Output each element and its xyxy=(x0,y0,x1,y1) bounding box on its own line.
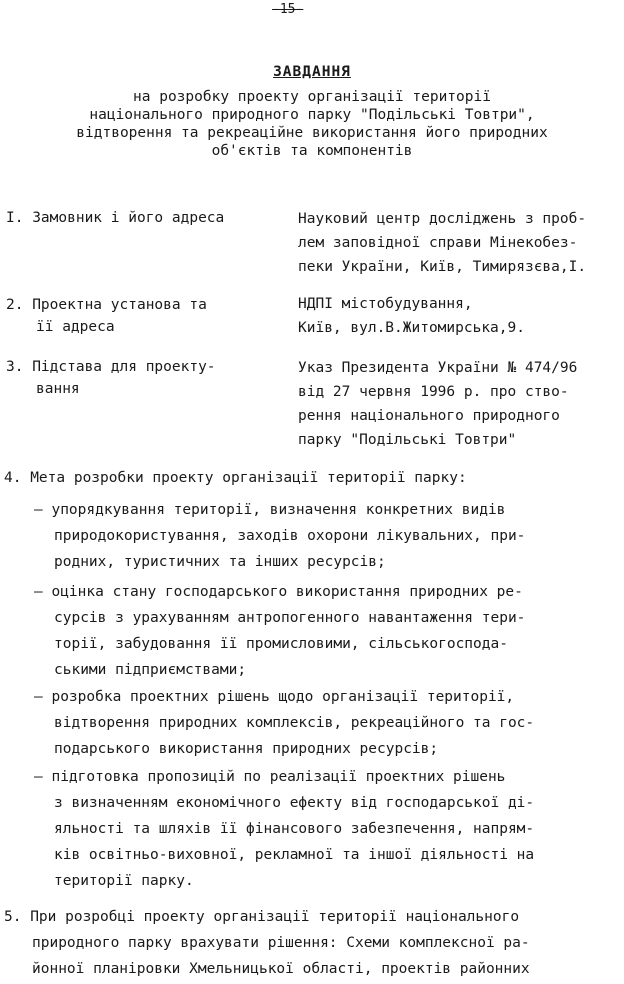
subtitle-line: національного природного парку "Подільські Товтри", xyxy=(89,107,535,123)
item-value-line: парку "Подільські Товтри" xyxy=(298,432,517,448)
bullet-line: торії, забудовання її промисловими, сільськогоспода- xyxy=(54,636,508,652)
item-2-value xyxy=(298,292,525,340)
bullet-line: відтворення природних комплексів, рекреаційного та гос- xyxy=(54,715,535,731)
item-value-line: від 27 червня 1996 р. про ство- xyxy=(298,384,569,400)
bullet-line: ків освітньо-виховної, рекламної та іншої діяльності на xyxy=(54,847,535,863)
item-label-line: Підстава для проекту- xyxy=(32,359,216,375)
subtitle-line: відтворення та рекреаційне використання його природних xyxy=(76,125,548,141)
item-number: 3. xyxy=(6,359,24,375)
subtitle-line: об'єктів та компонентів xyxy=(211,143,413,159)
item-3-label xyxy=(6,356,216,400)
item-value-line: рення національного природного xyxy=(298,408,560,424)
section-4-bullet: – оцінка стану господарського використання природних ре- сурсів з урахуванням антропогенного навантаження тери- торії, забудовання її промисловими, сільськогоспода- ськими підприємствами; xyxy=(34,579,525,683)
bullet-line: природокористування, заходів охорони лікувальних, при- xyxy=(54,528,526,544)
page-number: -15- xyxy=(272,2,304,17)
section-4-bullet: – упорядкування території, визначення конкретних видів природокористування, заходів охорони лікувальних, при- родних, туристичних та інших ресурсів; xyxy=(34,497,525,575)
item-3-value xyxy=(298,356,577,452)
item-value-line: НДПІ містобудування, xyxy=(298,296,473,312)
item-value-line: пеки України, Київ, Тимирязєва,I. xyxy=(298,259,587,275)
item-label-line: Замовник і його адреса xyxy=(32,210,225,226)
bullet-line: розробка проектних рішень щодо організації території, xyxy=(51,689,515,705)
section-4-bullet: – розробка проектних рішень щодо організації території, відтворення природних комплексів, рекреаційного та гос- подарського використання природних ресурсів; xyxy=(34,684,534,762)
bullet-line: оцінка стану господарського використання природних ре- xyxy=(51,584,523,600)
item-1-value xyxy=(298,207,586,279)
bullet-line: родних, туристичних та інших ресурсів; xyxy=(54,554,386,570)
item-label-line: її адреса xyxy=(36,319,115,335)
section-5-line: 5. При розробці проекту організації території національного xyxy=(4,909,520,925)
bullet-line: території парку. xyxy=(54,873,194,889)
item-value-line: Указ Президента України № 474/96 xyxy=(298,360,578,376)
bullet-line: з визначенням економічного ефекту від господарської ді- xyxy=(54,795,535,811)
section-5-line: йонної планіровки Хмельницької області, проектів районних xyxy=(32,961,530,977)
document-title: ЗАВДАННЯ xyxy=(273,64,351,80)
subtitle-line: на розробку проекту організації території xyxy=(133,89,491,105)
item-label-line: Проектна установа та xyxy=(32,297,207,313)
item-1-label xyxy=(6,207,224,229)
bullet-line: яльності та шляхів її фінансового забезпечення, напрям- xyxy=(54,821,535,837)
item-number: I. xyxy=(6,210,24,226)
item-2-label xyxy=(6,294,207,338)
item-label-line: вання xyxy=(36,381,80,397)
bullet-line: ськими підприємствами; xyxy=(54,662,247,678)
bullet-line: підготовка пропозицій по реалізації проектних рішень xyxy=(51,769,506,785)
section-5 xyxy=(4,904,530,982)
section-4-bullet: – підготовка пропозицій по реалізації проектних рішень з визначенням економічного ефекту від господарської ді- яльності та шляхів її фінансового забезпечення, напрям- ків освітньо-виховної, рекламної та іншої діяльності на території парку. xyxy=(34,764,534,894)
bullet-line: сурсів з урахуванням антропогенного навантаження тери- xyxy=(54,610,526,626)
document-subtitle xyxy=(0,88,624,160)
section-5-line: природного парку врахувати рішення: Схеми комплексної ра- xyxy=(32,935,530,951)
bullet-line: подарського використання природних ресурсів; xyxy=(54,741,439,757)
item-value-line: Київ, вул.В.Житомирська,9. xyxy=(298,320,525,336)
item-value-line: лем заповідної справи Мінекобез- xyxy=(298,235,578,251)
item-value-line: Науковий центр досліджень з проб- xyxy=(298,211,587,227)
item-number: 2. xyxy=(6,297,24,313)
bullet-line: упорядкування території, визначення конкретних видів xyxy=(51,502,506,518)
section-4-heading: 4. Мета розробки проекту організації території парку: xyxy=(4,470,467,486)
